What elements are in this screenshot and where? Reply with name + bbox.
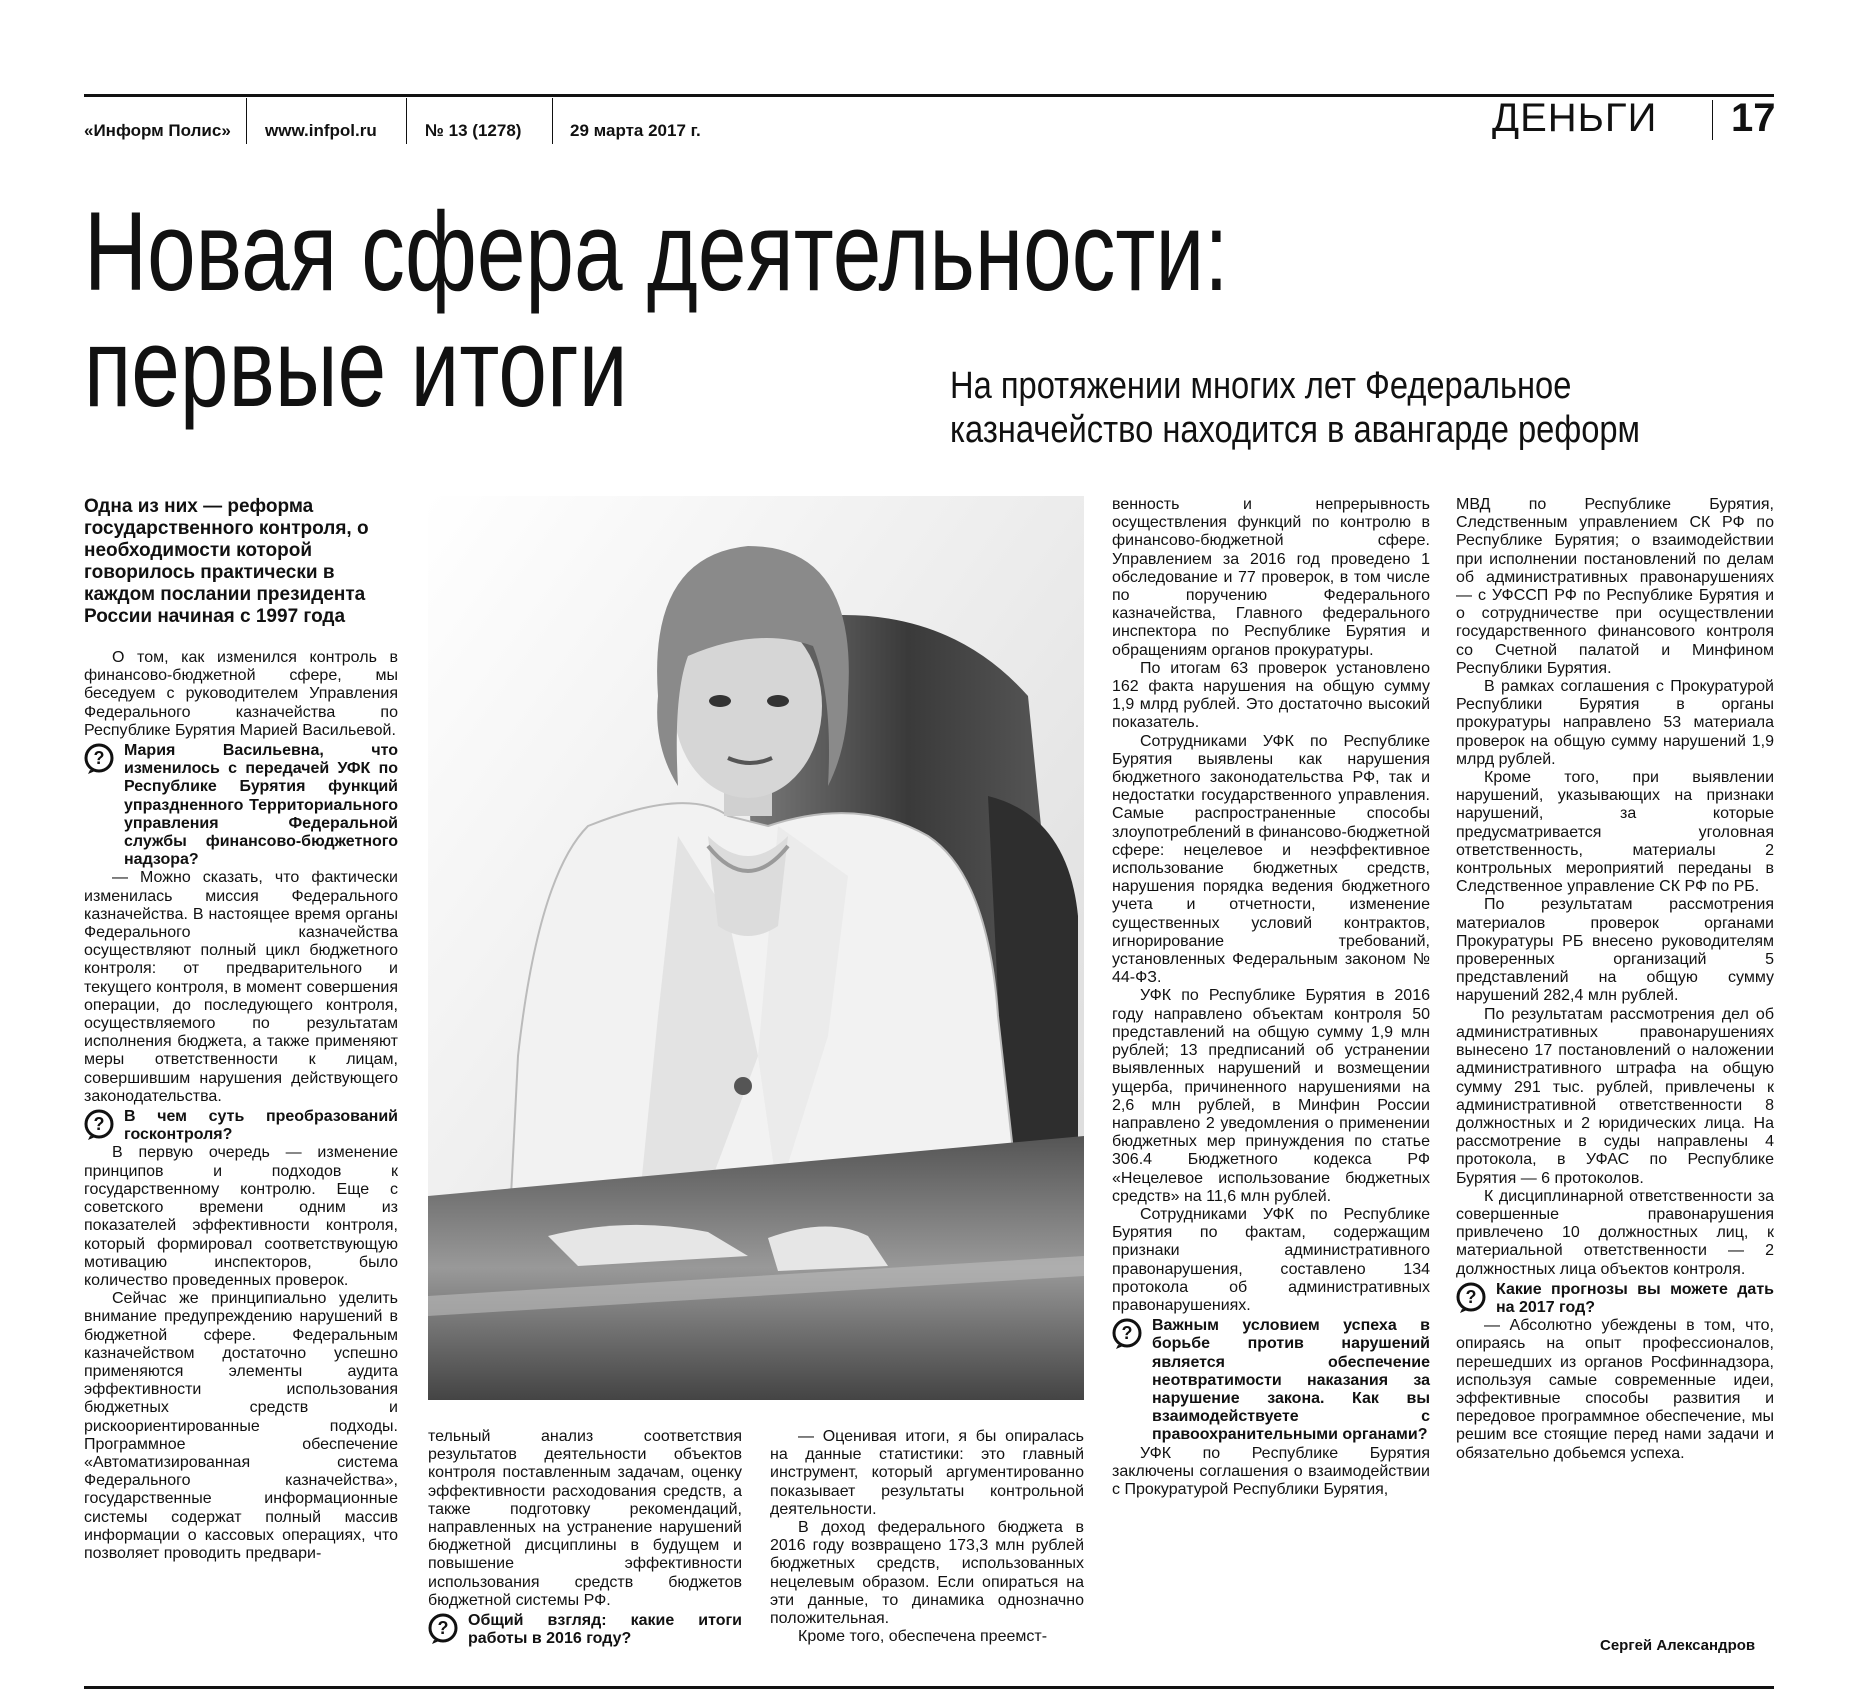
site-url[interactable]: www.infpol.ru bbox=[265, 121, 377, 140]
paragraph: — Оценивая итоги, я бы опиралась на данные статистики: это главный инструмент, который аргументированно показывает результаты контрольной деятельности. bbox=[770, 1428, 1084, 1518]
paragraph: По итогам 63 проверок установлено 162 факта нарушения на общую сумму 1,9 млрд рублей. Это достаточно высокий показатель. bbox=[1112, 659, 1430, 732]
paragraph: По результатам рассмотрения материалов проверок органами Прокуратуры РБ внесено руководителям проверенных организаций 5 представлений на общую сумму нарушений 282,4 млн рублей. bbox=[1456, 896, 1774, 1005]
title-line: первые итоги bbox=[84, 305, 628, 430]
title-line: Новая сфера деятельности: bbox=[84, 189, 1229, 314]
question-text: Важным условием успеха в борьбе против нарушений является обеспечение неотвратимости наказания за нарушение закона. Как вы взаимодействуете с правоохранительными органами? bbox=[1152, 1317, 1430, 1444]
article-column-1 bbox=[84, 649, 398, 1563]
interview-question bbox=[84, 1108, 398, 1144]
continued-paragraph: МВД по Республике Бурятия, Следственным управлением СК РФ по Республике Бурятия; о взаимодействии при исполнении постановлений по делам об административных правонарушениях — с УФССП РФ по Республике Бурятия и о сотрудничестве при осуществлении государственного финансового контроля со Счетной палатой и Минфином Республики Бурятия. bbox=[1456, 496, 1774, 677]
interview-question bbox=[428, 1612, 742, 1648]
paragraph: Кроме того, при выявлении нарушений, указывающих на признаки нарушений, за которые предусматривается уголовная ответственность, материалы 2 контрольных мероприятий переданы в Следственное управление СК РФ по РБ. bbox=[1456, 769, 1774, 896]
article-column-5 bbox=[1456, 496, 1774, 1463]
paragraph: Кроме того, обеспечена преемст- bbox=[798, 1628, 1048, 1646]
article-column-2 bbox=[428, 1428, 742, 1648]
issue-date: 29 марта 2017 г. bbox=[570, 121, 701, 140]
paragraph: УФК по Республике Бурятия в 2016 году направлено объектам контроля 50 представлений на общую сумму 1,9 млн рублей; 13 предписаний об устранении выявленных нарушений и возмещении ущерба, причиненного нарушениями на 2,6 млн рублей, в Минфин России направлено 2 уведомления о применении бюджетных мер принуждения по статье 306.4 Бюджетного кодекса РФ «Нецелевое использование бюджетных средств» на 11,6 млн рублей. bbox=[1112, 987, 1430, 1205]
svg-text:?: ? bbox=[93, 1114, 105, 1135]
paragraph: В рамках соглашения с Прокуратурой Республики Бурятия в органы прокуратуры направлено 53 материала проверок на общую сумму нарушений 1,9 млрд рублей. bbox=[1456, 678, 1774, 768]
svg-text:?: ? bbox=[1121, 1323, 1133, 1344]
subtitle-line: На протяжении многих лет Федеральное bbox=[950, 365, 1572, 407]
svg-text:?: ? bbox=[437, 1618, 449, 1639]
footer-rule bbox=[84, 1686, 1774, 1689]
interview-question bbox=[1112, 1317, 1430, 1444]
paragraph: — Можно сказать, что фактически изменилась миссия Федерального казначейства. В настоящее время органы Федерального казначейства осуществляют полный цикл бюджетного контроля: от предварительного и текущего контроля, в момент совершения операции, до последующего контроля, осуществляемого по результатам исполнения бюджета, а также применяют меры ответственности к лицам, совершившим нарушения действующего законодательства. bbox=[84, 869, 398, 1105]
question-text: Общий взгляд: какие итоги работы в 2016 году? bbox=[468, 1612, 742, 1648]
page-number: 17 bbox=[1731, 96, 1776, 140]
paragraph: В первую очередь — изменение принципов и подходов к государственному контролю. Еще с советского времени одним из показателей эффективности контроля, который формировал соответствующую мотивацию инспекторов, было количество проведенных проверок. bbox=[84, 1144, 398, 1289]
subtitle-line: казначейство находится в авангарде реформ bbox=[950, 409, 1641, 451]
portrait-photo bbox=[428, 496, 1084, 1400]
article-lead: Одна из них — реформа государственного контроля, о необходимости которой говорилось практически в каждом послании президента России начиная с 1997 года bbox=[84, 496, 369, 627]
header-separator bbox=[552, 98, 553, 144]
interview-question bbox=[1456, 1281, 1774, 1317]
paragraph: УФК по Республике Бурятия заключены соглашения о взаимодействии с Прокуратурой Республики Бурятия, bbox=[1112, 1444, 1430, 1498]
section-name: ДЕНЬГИ bbox=[1492, 96, 1658, 140]
svg-text:?: ? bbox=[1465, 1286, 1477, 1307]
author-signature: Сергей Александров bbox=[1600, 1637, 1756, 1654]
paper-name: «Информ Полис» bbox=[84, 121, 231, 140]
article-subtitle bbox=[950, 364, 1640, 452]
article-column-3 bbox=[770, 1428, 1084, 1646]
interview-question bbox=[84, 742, 398, 869]
issue-number: № 13 (1278) bbox=[425, 121, 522, 140]
paragraph: Сотрудниками УФК по Республике Бурятия по фактам, содержащим признаки административного правонарушения, составлено 134 протокола об административных правонарушениях. bbox=[1112, 1205, 1430, 1314]
question-text: В чем суть преобразований госконтроля? bbox=[124, 1108, 398, 1144]
paragraph: В доход федерального бюджета в 2016 году возвращено 173,3 млн рублей бюджетных средств, использованных нецелевым образом. Если опираться на эти данные, то динамика однозначно положительная. bbox=[770, 1519, 1084, 1628]
paragraph: Сотрудниками УФК по Республике Бурятия выявлены как нарушения бюджетного законодательства РФ, так и недостатки государственного управления. Самые распространенные способы злоупотреблений в финансово-бюджетной сфере: нецелевое и неэффективное использование бюджетных средств, нарушения порядка ведения бюджетного учета и отчетности, изменение существенных условий контрактов, игнорирование требований, установленных Федеральным законом № 44-ФЗ. bbox=[1112, 732, 1430, 987]
header-separator bbox=[1712, 100, 1713, 140]
header-separator bbox=[246, 98, 247, 144]
paragraph: К дисциплинарной ответственности за совершенные правонарушения привлечено 10 должностных лиц, к материальной ответственности — 2 должностных лица объектов контроля. bbox=[1456, 1187, 1774, 1278]
paragraph: О том, как изменился контроль в финансово-бюджетной сфере, мы беседуем с руководителем Управления Федерального казначейства по Республике Бурятия Марией Васильевой. bbox=[84, 649, 398, 739]
question-text: Мария Васильевна, что изменилось с передачей УФК по Республике Бурятия функций упраздненного Территориального управления Федеральной службы финансово-бюджетного надзора? bbox=[124, 742, 398, 869]
continued-paragraph: венность и непрерывность осуществления функций по контролю в финансово-бюджетной сфере. Управлением за 2016 год проведено 1 обследование и 77 проверок, в том числе по поручению Федерального казначейства, Главного федерального инспектора по Республике Бурятия и обращениям органов прокуратуры. bbox=[1112, 496, 1430, 659]
header-separator bbox=[406, 98, 407, 144]
continued-paragraph: тельный анализ соответствия результатов деятельности объектов контроля поставленным задачам, оценку эффективности расходования средств, а также подготовку рекомендаций, направленных на устранение нарушений бюджетной дисциплины в будущем и повышение эффективности использования средств бюджетов бюджетной системы РФ. bbox=[428, 1428, 742, 1609]
paragraph: По результатам рассмотрения дел об административных правонарушениях вынесено 17 постановлений о наложении административного штрафа на общую сумму 291 тыс. рублей, привлечены к административной ответственности 8 должностных и 2 юридических лица. На рассмотрение в суды направлены 4 протокола, в УФАС по Республике Бурятия — 6 протоколов. bbox=[1456, 1005, 1774, 1187]
question-text: Какие прогнозы вы можете дать на 2017 год? bbox=[1496, 1280, 1774, 1316]
paragraph: — Абсолютно убеждены в том, что, опираясь на опыт профессионалов, перешедших из органов Росфиннадзора, используя самые современные идеи, эффективные способы развития и передовое программное обеспечение, мы решим все стоящие перед нами задачи и обязательно добьемся успеха. bbox=[1456, 1317, 1774, 1462]
paragraph: Сейчас же принципиально уделить внимание предупреждению нарушений в бюджетной сфере. Федеральным казначейством достаточно успешно применяются элементы аудита эффективности использования бюджетных средств и рискоориентированные подходы. Программное обеспечение «Автоматизированная система Федерального казначейства», государственные информационные системы содержат полный массив информации о кассовых операциях, что позволяет проводить предвари- bbox=[84, 1290, 398, 1562]
article-column-4 bbox=[1112, 496, 1430, 1499]
svg-text:?: ? bbox=[93, 748, 105, 769]
